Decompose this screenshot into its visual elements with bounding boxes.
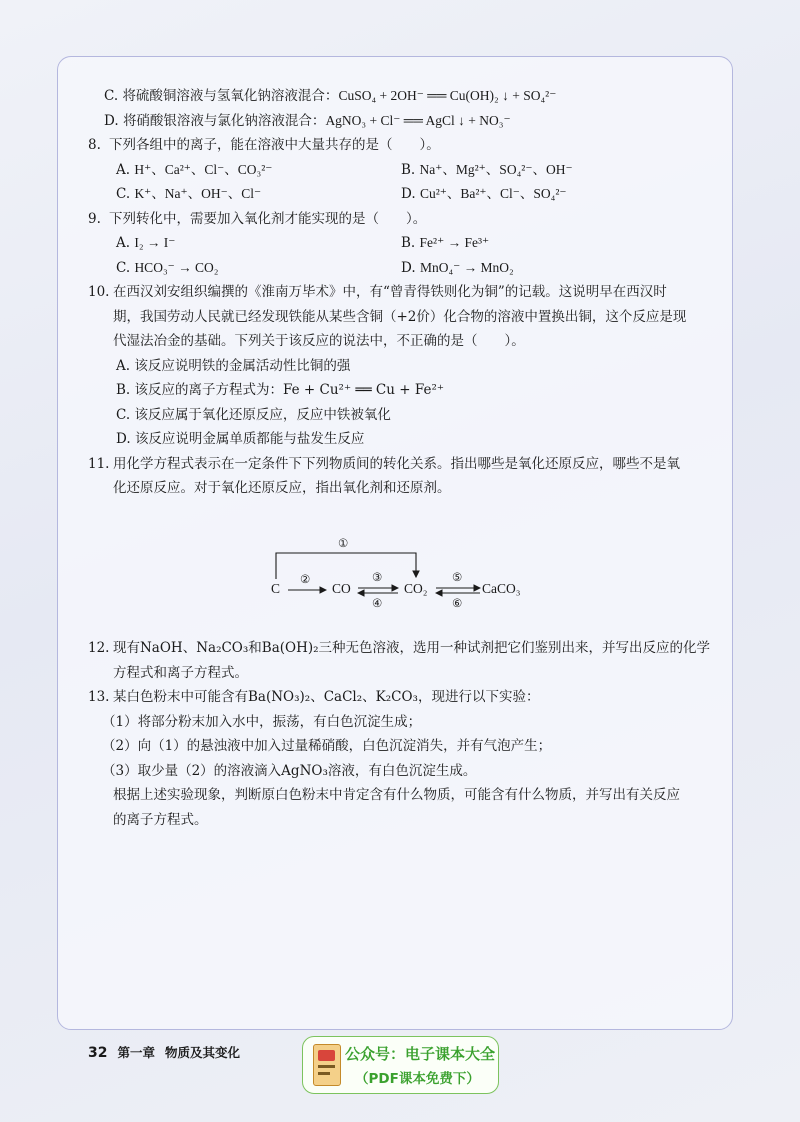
chapter-label: 第一章: [117, 1045, 155, 1060]
question-9-options-row-1: [88, 231, 718, 256]
question-13-step-2: （2）向（1）的悬浊液中加入过量稀硝酸，白色沉淀消失，并有气泡产生；: [102, 738, 552, 754]
question-13-step-3: （3）取少量（2）的溶液滴入AgNO₃溶液，有白色沉淀生成。: [102, 762, 477, 779]
question-10-option-b: B. 该反应的离子方程式为：Fe + Cu²⁺ ══ Cu + Fe²⁺: [116, 382, 445, 398]
question-9-options-row-2: [88, 256, 718, 281]
option-prev-d: D. 将硝酸银溶液与氯化钠溶液混合：AgNO₃ + Cl⁻ ══ AgCl ↓ + NO₃⁻: [104, 112, 511, 129]
conversion-diagram: [258, 535, 528, 615]
question-13-stem: 13. 某白色粉末中可能含有Ba(NO₃)₂、CaCl₂、K₂CO₃，现进行以下实验：: [88, 689, 540, 705]
chapter-title: 物质及其变化: [165, 1045, 241, 1060]
question-8-options-row-1: [88, 158, 718, 183]
option-prev-c: C. 将硫酸铜溶液与氢氧化钠溶液混合：CuSO₄ + 2OH⁻ ══ Cu(OH)₂ ↓ + SO₄²⁻: [104, 88, 557, 104]
question-10-option-d: D. 该反应说明金属单质都能与盐发生反应: [116, 431, 365, 447]
page-footer: [88, 1043, 240, 1061]
label-5: ⑤: [452, 572, 463, 584]
question-13-step-1: （1）将部分粉末加入水中，振荡，有白色沉淀生成；: [102, 713, 422, 730]
arrow-1: [276, 553, 416, 579]
option-c: C. HCO₃⁻ → CO₂: [116, 259, 219, 276]
option-d: D. Cu²⁺、Ba²⁺、Cl⁻、SO₄²⁻: [401, 186, 567, 202]
question-12-line-2: 方程式和离子方程式。: [113, 664, 248, 681]
option-c: C. K⁺、Na⁺、OH⁻、Cl⁻: [116, 186, 262, 202]
question-10-option-c: C. 该反应属于氧化还原反应，反应中铁被氧化: [116, 406, 391, 423]
exercise-content-lower: [88, 636, 718, 832]
species-co2: CO₂: [404, 581, 428, 596]
option-b: B. Na⁺、Mg²⁺、SO₄²⁻、OH⁻: [401, 161, 573, 178]
question-10-option-a: A. 该反应说明铁的金属活动性比铜的强: [116, 357, 351, 374]
question-12-line-1: 12. 现有NaOH、Na₂CO₃和Ba(OH)₂三种无色溶液，选用一种试剂把它们鉴别出来，并写出反应的化学: [88, 640, 711, 656]
book-icon: [313, 1044, 341, 1086]
question-8-stem: 8. 下列各组中的离子，能在溶液中大量共存的是（ ）。: [88, 137, 440, 153]
page-number: 32: [88, 1045, 108, 1061]
question-9-stem: 9. 下列转化中，需要加入氧化剂才能实现的是（ ）。: [88, 210, 427, 227]
diagram-arrows: [258, 535, 528, 615]
species-caco3: CaCO₃: [482, 581, 521, 596]
watermark-badge: [302, 1036, 499, 1094]
option-a: A. H⁺、Ca²⁺、Cl⁻、CO₃²⁻: [116, 161, 273, 178]
option-d: D. MnO₄⁻ → MnO₂: [401, 259, 514, 276]
option-b: B. Fe²⁺ → Fe³⁺: [401, 235, 490, 251]
question-10-line-1: 10. 在西汉刘安组织编撰的《淮南万毕术》中，有“曾青得铁则化为铜”的记载。这说明早在西汉时: [88, 284, 667, 300]
species-co: CO: [332, 581, 351, 596]
badge-line-1: 公众号：电子课本大全: [345, 1045, 496, 1063]
label-2: ②: [300, 574, 311, 586]
badge-line-2: （PDF课本免费下）: [355, 1071, 480, 1087]
species-c: C: [271, 581, 281, 596]
question-10-line-2: 期，我国劳动人民就已经发现铁能从某些含铜（+2价）化合物的溶液中置换出铜，这个反应是现: [113, 308, 687, 325]
label-6: ⑥: [452, 598, 463, 610]
question-13-conclusion-1: 根据上述实验现象，判断原白色粉末中肯定含有什么物质，可能含有什么物质，并写出有关反应: [113, 787, 680, 803]
label-1: ①: [338, 538, 349, 550]
question-8-options-row-2: [88, 182, 718, 207]
question-13-conclusion-2: 的离子方程式。: [113, 811, 208, 828]
question-11-line-1: 11. 用化学方程式表示在一定条件下下列物质间的转化关系。指出哪些是氧化还原反应，哪些不是氧: [88, 455, 680, 472]
question-10-line-3: 代湿法冶金的基础。下列关于该反应的说法中，不正确的是（ ）。: [113, 333, 525, 349]
exercise-content: [88, 84, 718, 501]
option-a: A. I₂ → I⁻: [116, 235, 176, 251]
label-3: ③: [372, 572, 383, 584]
label-4: ④: [372, 598, 383, 610]
question-11-line-2: 化还原反应。对于氧化还原反应，指出氧化剂和还原剂。: [113, 480, 451, 496]
